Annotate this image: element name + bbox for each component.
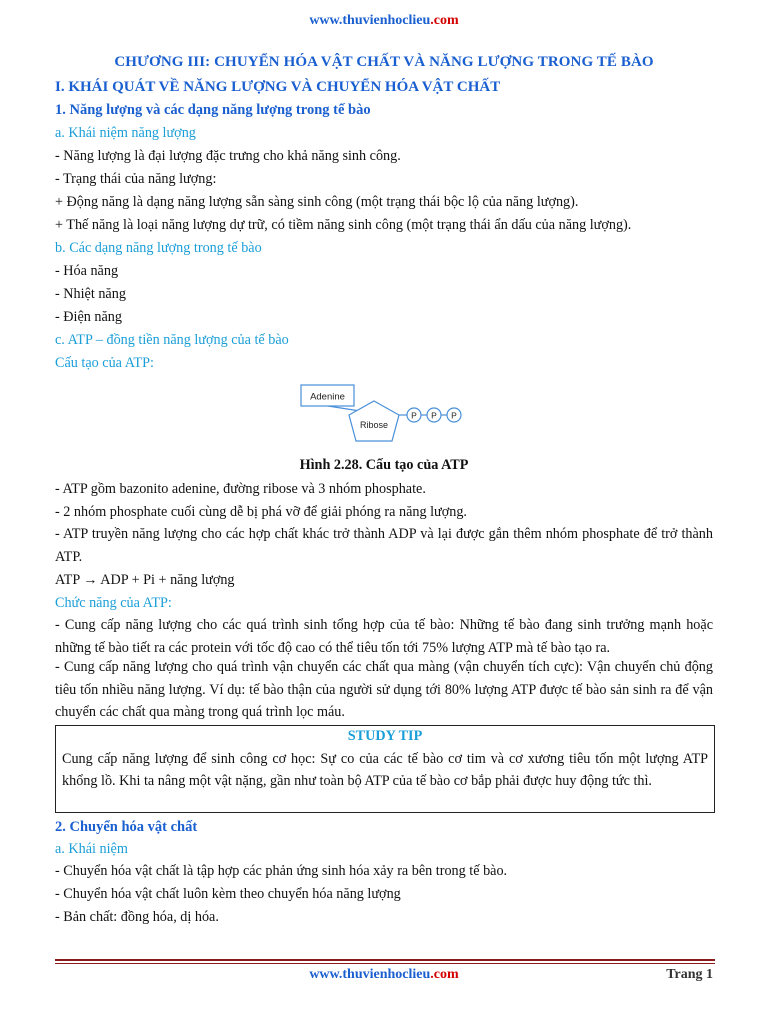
header-site-tld[interactable]: .com (430, 13, 459, 28)
phosphate-3-label: P (451, 410, 457, 421)
text-line: - Điện năng (55, 309, 122, 325)
text-line: - Chuyển hóa vật chất là tập hợp các phản ứng sinh hóa xảy ra bên trong tế bào. (55, 863, 508, 879)
text-line: - Hóa năng (55, 263, 119, 279)
atp-equation: ATP → ADP + Pi + năng lượng (55, 572, 235, 588)
ribose-label: Ribose (359, 420, 389, 430)
header-website[interactable] (0, 13, 768, 29)
text-line: - Trạng thái của năng lượng: (55, 171, 217, 187)
text-line: - Nhiệt năng (55, 286, 126, 302)
page-number: Trang 1 (666, 967, 713, 982)
text-line: + Động năng là dạng năng lượng sẵn sàng sinh công (một trạng thái bộc lộ của năng lượng). (55, 194, 579, 210)
figure-caption: Hình 2.28. Cấu tạo của ATP (299, 457, 469, 473)
phosphate-1-label: P (411, 410, 417, 421)
text-line: - 2 nhóm phosphate cuối cùng dễ bị phá vỡ để giải phóng ra năng lượng. (55, 504, 467, 520)
text-line: - Chuyển hóa vật chất luôn kèm theo chuyển hóa năng lượng (55, 886, 401, 902)
atp-function-paragraph-1: - Cung cấp năng lượng cho các quá trình sinh tổng hợp của tế bào: Những tế bào đang sinh trưởng mạnh hoặc những tế bào tiết ra các protein với tốc độ cao có thể tiêu tốn tới 75% lượng ATP mà tế bào tạo ra. (55, 617, 713, 656)
study-tip-title: STUDY TIP (347, 728, 423, 744)
study-tip-box (55, 725, 715, 813)
atp-function-title: Chức năng của ATP: (55, 595, 172, 611)
section-1-title: I. KHÁI QUÁT VỀ NĂNG LƯỢNG VÀ CHUYỂN HÓA VẬT CHẤT (55, 79, 501, 95)
footer-rule (55, 959, 715, 961)
footer-site-tld[interactable]: .com (430, 967, 459, 982)
footer-rule-thin (55, 963, 715, 964)
subsection-1c-title: c. ATP – đồng tiền năng lượng của tế bào (55, 332, 289, 348)
chapter-title: CHƯƠNG III: CHUYỂN HÓA VẬT CHẤT VÀ NĂNG LƯỢNG TRONG TẾ BÀO (114, 54, 654, 70)
footer-site-main[interactable]: www.thuvienhoclieu (309, 967, 431, 982)
atp-function-paragraph-2: - Cung cấp năng lượng cho quá trình vận chuyển các chất qua màng (vận chuyển tích cực): Vận chuyển chủ động tiêu tốn nhiều năng lượng. Ví dụ: tế bào thận của người sử dụng tới 80% lượng ATP được tế bào sản sinh ra để vận chuyển các chất qua màng trong quá trình lọc máu. (55, 659, 713, 720)
adenine-label: Adenine (310, 391, 345, 403)
subsection-2a-title: a. Khái niệm (55, 841, 128, 857)
atp-structure-diagram (300, 381, 470, 451)
header-site-main[interactable]: www.thuvienhoclieu (309, 13, 431, 28)
text-line: + Thế năng là loại năng lượng dự trữ, có tiềm năng sinh công (một trạng thái ẩn dấu của năng lượng). (55, 217, 632, 233)
study-tip-body: Cung cấp năng lượng để sinh công cơ học: Sự co của các tế bào cơ tim và cơ xương tiêu tốn một lượng ATP khổng lồ. Khi ta nâng một vật nặng, gần như toàn bộ ATP của tế bào cơ bắp phải được huy động tức thì. (62, 751, 708, 789)
subsection-1a-title: a. Khái niệm năng lượng (55, 125, 196, 141)
atp-structure-label: Cấu tạo của ATP: (55, 355, 154, 371)
subsection-2-title: 2. Chuyển hóa vật chất (55, 819, 198, 835)
text-line: - ATP gồm bazonito adenine, đường ribose và 3 nhóm phosphate. (55, 481, 426, 497)
subsection-1b-title: b. Các dạng năng lượng trong tế bào (55, 240, 262, 256)
phosphate-2-label: P (431, 410, 437, 421)
text-line: - Năng lượng là đại lượng đặc trưng cho khả năng sinh công. (55, 148, 401, 164)
footer-website[interactable] (0, 967, 768, 983)
adenine-ribose-bond (328, 406, 360, 411)
atp-transfer-paragraph: - ATP truyền năng lượng cho các hợp chất khác trở thành ADP và lại được gắn thêm nhóm phosphate để trở thành ATP. (55, 526, 713, 565)
subsection-1-title: 1. Năng lượng và các dạng năng lượng trong tế bào (55, 102, 371, 118)
text-line: - Bản chất: đồng hóa, dị hóa. (55, 909, 219, 925)
